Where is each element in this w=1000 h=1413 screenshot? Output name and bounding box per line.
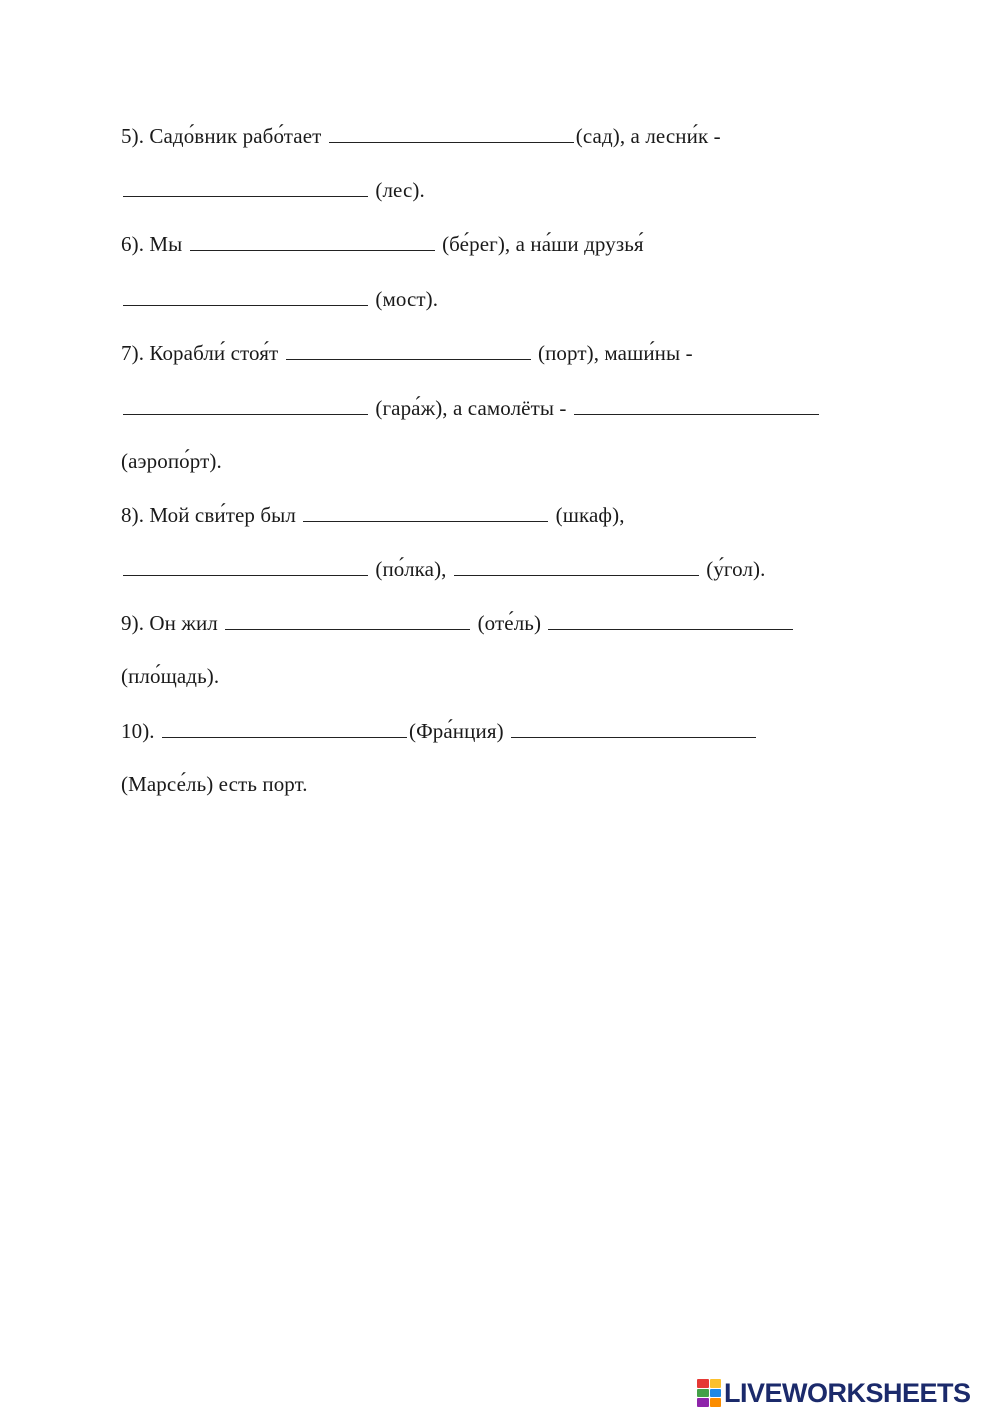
answer-blank-5a[interactable] <box>329 122 574 143</box>
exercise-10-line-1 <box>121 717 758 744</box>
line-text: (лес). <box>370 178 425 202</box>
exercise-6-line-1 <box>121 230 644 257</box>
answer-blank-5b[interactable] <box>123 176 368 197</box>
answer-blank-7c[interactable] <box>574 394 819 415</box>
answer-blank-7a[interactable] <box>286 339 531 360</box>
logo-text: LIVEWORKSHEETS <box>724 1378 971 1408</box>
exercise-8-line-2 <box>121 555 765 582</box>
exercise-6-line-2 <box>121 285 438 312</box>
answer-blank-10b[interactable] <box>511 717 756 738</box>
line-text: (пло́щадь). <box>121 664 220 688</box>
exercise-7-line-1 <box>121 339 693 366</box>
answer-blank-8a[interactable] <box>303 501 548 522</box>
exercise-9-line-2 <box>121 663 219 689</box>
exercise-10-line-2 <box>121 771 308 797</box>
line-text: (гара́ж), а самолёты - <box>370 396 572 420</box>
logo-mark-icon <box>697 1379 721 1407</box>
answer-blank-6a[interactable] <box>190 230 435 251</box>
line-text: 7). Корабли́ стоя́т <box>121 341 284 365</box>
exercise-5-line-2 <box>121 176 425 203</box>
line-text: (оте́ль) <box>472 611 547 635</box>
line-text: 8). Мой сви́тер был <box>121 503 302 527</box>
line-text: 6). Мы <box>121 232 188 256</box>
line-text: (мост). <box>370 287 439 311</box>
line-text: (шкаф), <box>550 503 625 527</box>
exercise-7-line-2 <box>121 394 821 421</box>
answer-blank-8b[interactable] <box>123 555 368 576</box>
line-text: (Марсе́ль) есть порт. <box>121 772 308 796</box>
exercise-5-line-1 <box>121 122 721 149</box>
exercise-9-line-1 <box>121 609 795 636</box>
line-text: 10). <box>121 719 160 743</box>
answer-blank-6b[interactable] <box>123 285 368 306</box>
line-text: (аэропо́рт). <box>121 449 222 473</box>
answer-blank-8c[interactable] <box>454 555 699 576</box>
answer-blank-9a[interactable] <box>225 609 470 630</box>
line-text: 5). Садо́вник рабо́тает <box>121 124 327 148</box>
exercise-7-line-3 <box>121 448 222 474</box>
line-text: (Фра́нция) <box>409 719 510 743</box>
line-text: (по́лка), <box>370 557 452 581</box>
line-text: (сад), а лесни́к - <box>575 124 721 148</box>
answer-blank-10a[interactable] <box>162 717 407 738</box>
line-text: (порт), маши́ны - <box>532 341 693 365</box>
answer-blank-7b[interactable] <box>123 394 368 415</box>
exercise-8-line-1 <box>121 501 625 528</box>
line-text: (у́гол). <box>700 557 766 581</box>
line-text: (бе́рег), а на́ши друзья́ <box>436 232 644 256</box>
liveworksheets-logo <box>697 1378 971 1408</box>
line-text: 9). Он жил <box>121 611 224 635</box>
answer-blank-9b[interactable] <box>548 609 793 630</box>
